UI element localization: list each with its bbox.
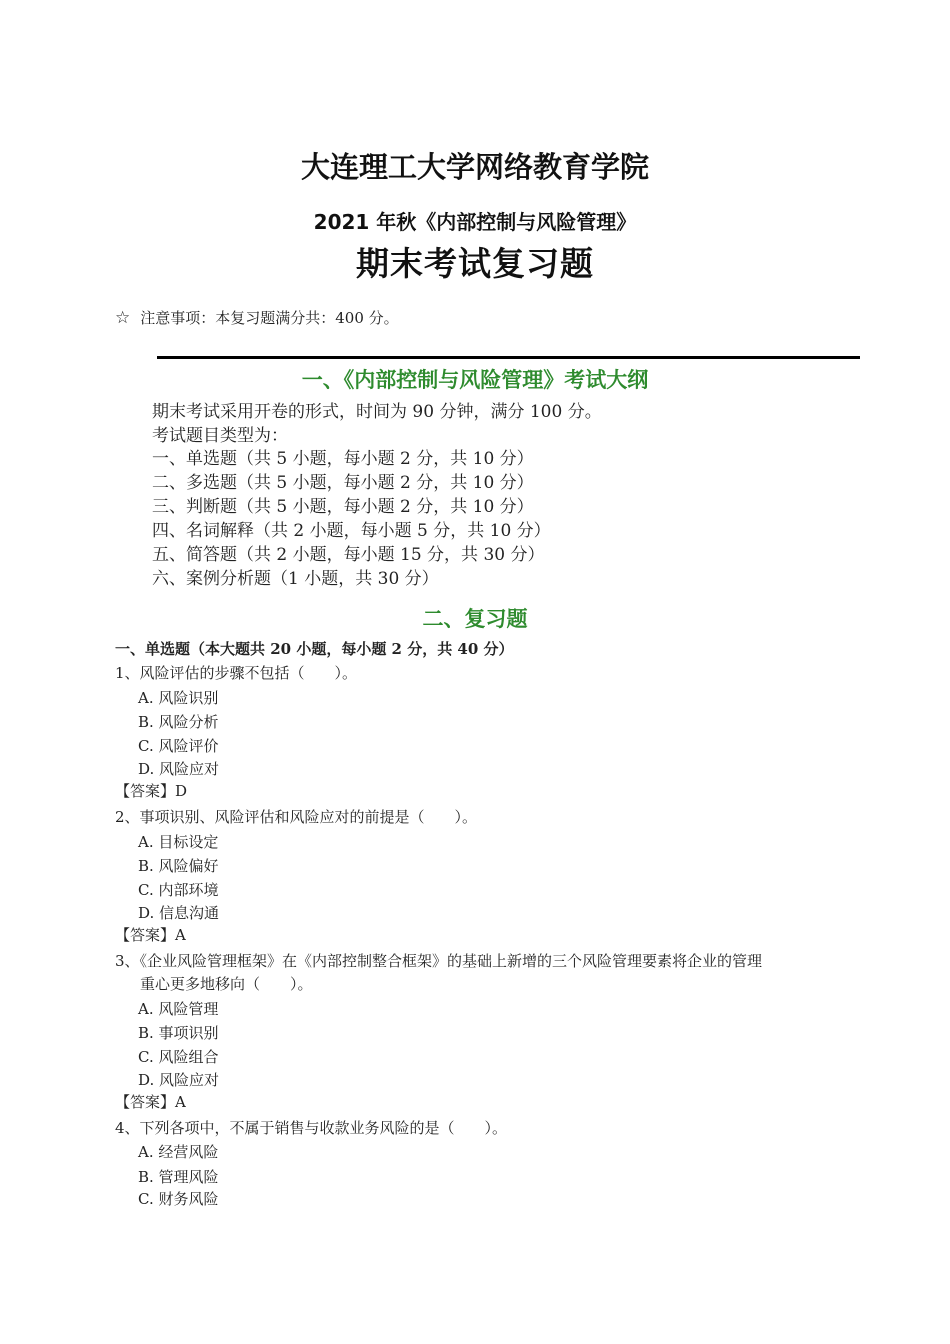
school-title: 大连理工大学网络教育学院	[300, 150, 649, 184]
outline-line: 六、案例分析题（1 小题，共 30 分）	[152, 569, 439, 589]
question-option: C. 风险评价	[138, 737, 219, 755]
question-option: A. 目标设定	[138, 833, 219, 851]
exam-title: 期末考试复习题	[356, 244, 594, 283]
question-stem: 4、下列各项中，不属于销售与收款业务风险的是（ ）。	[115, 1119, 508, 1137]
outline-line: 四、名词解释（共 2 小题，每小题 5 分，共 10 分）	[152, 521, 551, 541]
star-icon: ☆	[115, 308, 131, 328]
question-stem: 2、事项识别、风险评估和风险应对的前提是（ ）。	[115, 808, 478, 826]
outline-line: 考试题目类型为：	[152, 426, 288, 446]
question-answer: 【答案】D	[115, 782, 188, 800]
question-stem: 3、《企业风险管理框架》在《内部控制整合框架》的基础上新增的三个风险管理要素将企业的管理	[115, 952, 763, 970]
outline-line: 一、单选题（共 5 小题，每小题 2 分，共 10 分）	[152, 449, 534, 469]
question-option: D. 风险应对	[138, 760, 220, 778]
question-stem: 1、风险评估的步骤不包括（ ）。	[115, 664, 358, 682]
question-option: A. 经营风险	[138, 1143, 219, 1161]
question-option: A. 风险识别	[138, 689, 219, 707]
outline-line: 三、判断题（共 5 小题，每小题 2 分，共 10 分）	[152, 497, 534, 517]
outline-line: 期末考试采用开卷的形式，时间为 90 分钟，满分 100 分。	[152, 402, 602, 422]
notice	[115, 307, 399, 328]
question-option: C. 风险组合	[138, 1048, 219, 1066]
outline-line: 二、多选题（共 5 小题，每小题 2 分，共 10 分）	[152, 473, 534, 493]
question-option: B. 风险偏好	[138, 857, 219, 875]
question-option: B. 风险分析	[138, 713, 219, 731]
question-option: C. 内部环境	[138, 881, 219, 899]
section-heading-review: 二、复习题	[422, 607, 528, 631]
question-answer: 【答案】A	[115, 926, 186, 944]
part-heading: 一、单选题（本大题共 20 小题，每小题 2 分，共 40 分）	[115, 640, 514, 658]
section-heading-outline: 一、《内部控制与风险管理》考试大纲	[301, 368, 649, 392]
question-option: D. 风险应对	[138, 1071, 220, 1089]
question-option: B. 管理风险	[138, 1168, 219, 1186]
question-option: A. 风险管理	[138, 1000, 219, 1018]
divider	[157, 356, 860, 359]
outline-line: 五、简答题（共 2 小题，每小题 15 分，共 30 分）	[152, 545, 545, 565]
question-option: C. 财务风险	[138, 1190, 219, 1208]
question-answer: 【答案】A	[115, 1093, 186, 1111]
course-title: 2021 年秋《内部控制与风险管理》	[313, 210, 637, 234]
question-option: D. 信息沟通	[138, 904, 220, 922]
notice-text: 注意事项：本复习题满分共：400 分。	[140, 309, 399, 327]
question-option: B. 事项识别	[138, 1024, 219, 1042]
question-stem-continued: 重心更多地移向（ ）。	[140, 975, 313, 993]
